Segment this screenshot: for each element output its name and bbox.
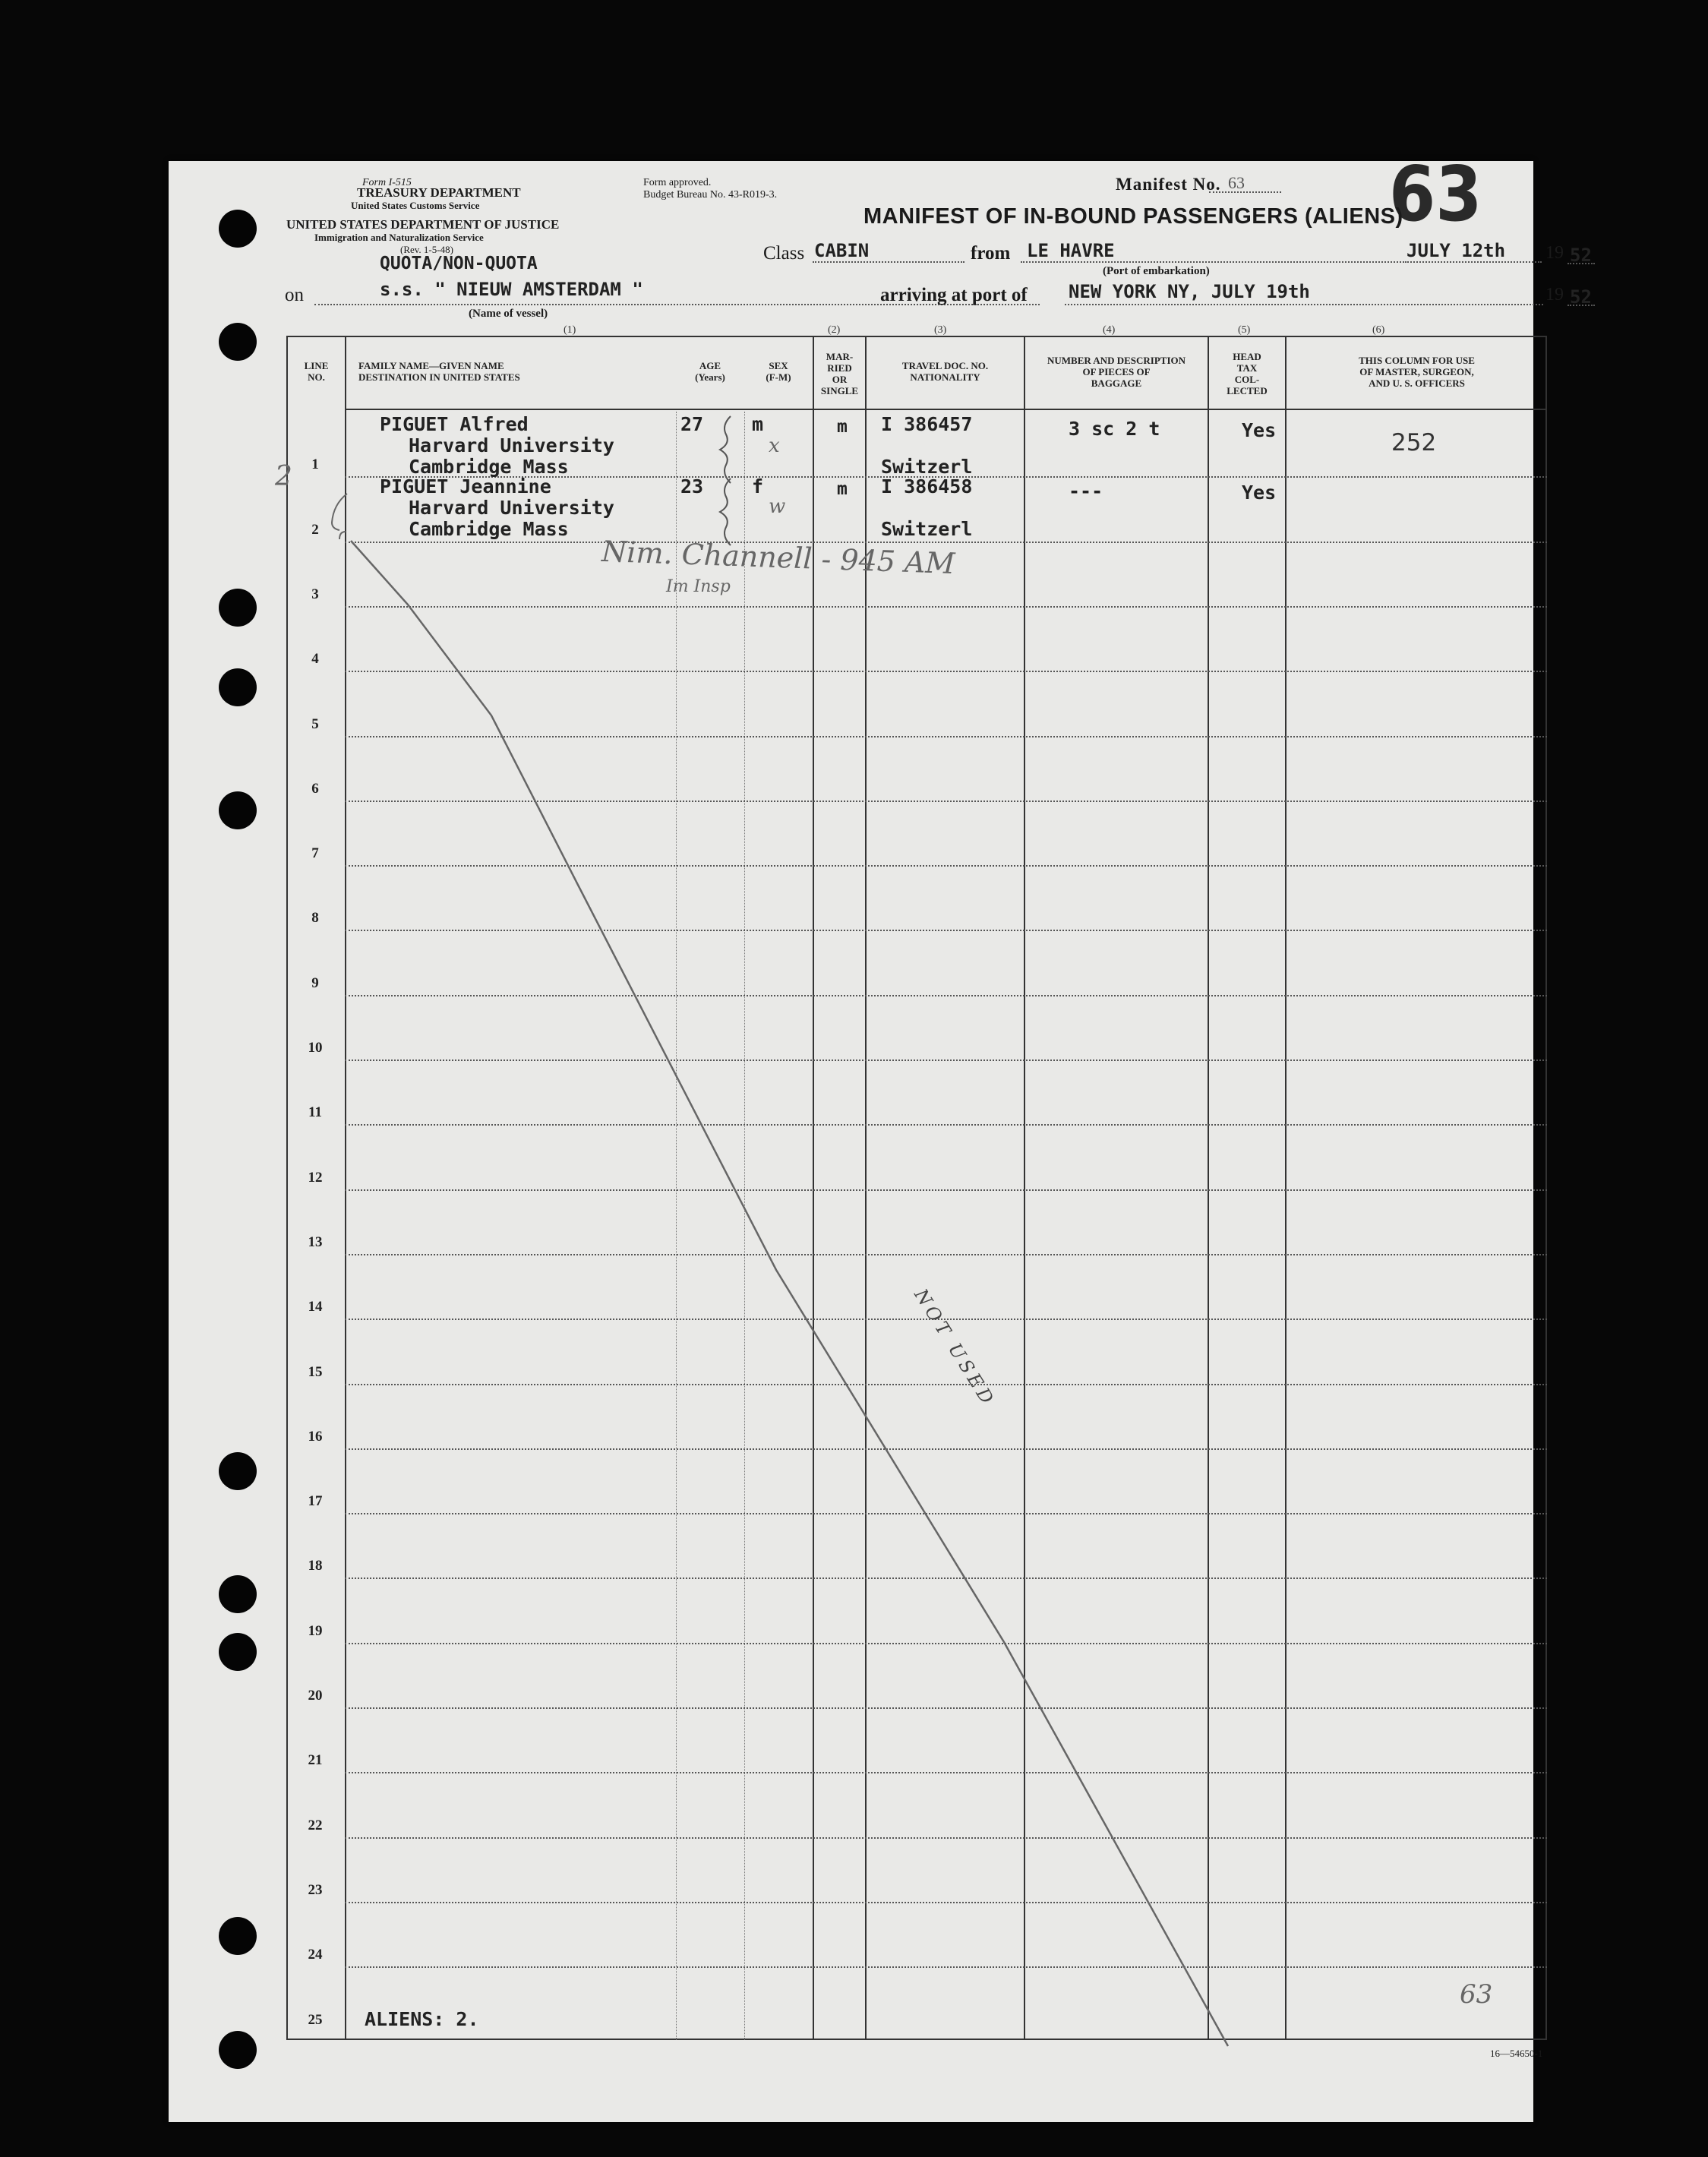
header-sex: SEX (F-M) <box>766 360 791 383</box>
sex-check-mark: w <box>769 495 786 518</box>
class-value: CABIN <box>814 240 870 261</box>
column-number: (2) <box>828 324 841 336</box>
header-travel-doc: TRAVEL DOC. NO. NATIONALITY <box>901 360 989 383</box>
passenger-destination: Cambridge Mass <box>409 456 569 478</box>
line-number: 3 <box>311 586 319 602</box>
line-number: 15 <box>308 1363 323 1380</box>
on-label: on <box>285 285 304 305</box>
passenger-baggage: 3 sc 2 t <box>1069 418 1160 440</box>
header-age: AGE (Years) <box>695 360 725 383</box>
line-number: 1 <box>311 456 319 473</box>
budget-bureau: Budget Bureau No. 43-R019-3. <box>643 189 778 201</box>
arrival-port-date: NEW YORK NY, JULY 19th <box>1069 281 1310 302</box>
line-number: 9 <box>311 974 319 991</box>
header-married: MAR- RIED OR SINGLE <box>820 351 859 396</box>
line-number: 21 <box>308 1752 323 1769</box>
class-label: Class <box>763 243 805 264</box>
passenger-sex: m <box>752 413 764 435</box>
print-code: 16—54650-1 <box>1490 2048 1543 2059</box>
arriving-label: arriving at port of <box>880 285 1028 305</box>
column-number: (6) <box>1372 324 1385 336</box>
sex-check-mark: x <box>769 434 780 457</box>
passenger-name: PIGUET Jeannine <box>380 475 551 497</box>
line-number: 22 <box>308 1817 323 1833</box>
line-number: 23 <box>308 1881 323 1898</box>
line-number: 24 <box>308 1947 323 1963</box>
passenger-travel-doc: I 386457 <box>881 413 973 435</box>
line-number: 12 <box>308 1169 323 1186</box>
from-label: from <box>971 243 1011 264</box>
customs-service: United States Customs Service <box>351 200 480 211</box>
passenger-nationality: Switzerl <box>881 456 973 478</box>
manifest-stamp: 63 <box>1389 150 1482 238</box>
manifest-no-label: Manifest No. <box>1116 175 1221 194</box>
passenger-sex: f <box>752 475 764 497</box>
handwritten-note: Im Insp <box>666 577 731 596</box>
column-number: (5) <box>1238 324 1251 336</box>
line-number: 19 <box>308 1622 323 1639</box>
departure-date: JULY 12th <box>1406 240 1506 261</box>
form-number: Form I-515 <box>362 177 412 188</box>
line-number: 6 <box>311 780 319 797</box>
arrival-century: 19 <box>1545 285 1564 305</box>
line-number: 14 <box>308 1299 323 1315</box>
header-baggage: NUMBER AND DESCRIPTION OF PIECES OF BAGGAGE <box>1047 355 1186 389</box>
arrival-year: 52 <box>1570 286 1592 308</box>
column-number: (3) <box>934 324 947 336</box>
passenger-name: PIGUET Alfred <box>380 413 529 435</box>
header-name: FAMILY NAME—GIVEN NAME DESTINATION IN UNITED STATES <box>358 360 520 383</box>
header-line-no: LINE NO. <box>304 360 329 383</box>
departure-century: 19 <box>1545 243 1564 263</box>
line-number: 16 <box>308 1428 323 1445</box>
passenger-age: 23 <box>680 475 704 497</box>
passenger-destination: Harvard University <box>409 497 614 519</box>
department-of-justice: UNITED STATES DEPARTMENT OF JUSTICE <box>286 217 560 232</box>
manifest-page <box>169 150 1592 2122</box>
passenger-destination: Cambridge Mass <box>409 518 569 540</box>
ins-service: Immigration and Naturalization Service <box>314 232 484 243</box>
passenger-destination: Harvard University <box>409 434 614 456</box>
line-number: 2 <box>311 521 319 538</box>
passenger-head-tax: Yes <box>1242 482 1277 504</box>
revision: (Rev. 1-5-48) <box>400 244 453 255</box>
margin-mark: 2 <box>275 461 292 492</box>
pen-strokes <box>169 161 1533 2122</box>
aliens-count: ALIENS: 2. <box>365 2008 479 2030</box>
line-number: 17 <box>308 1493 323 1510</box>
treasury-department: TREASURY DEPARTMENT <box>357 185 521 200</box>
line-number: 25 <box>308 2011 323 2028</box>
manifest-title: MANIFEST OF IN-BOUND PASSENGERS (ALIENS) <box>863 204 1403 229</box>
header-head-tax: HEAD TAX COL- LECTED <box>1227 351 1268 396</box>
vessel-name: s.s. " NIEUW AMSTERDAM " <box>380 279 643 300</box>
port-of-embarkation: LE HAVRE <box>1027 240 1115 261</box>
departure-year: 52 <box>1570 245 1592 266</box>
passenger-age: 27 <box>680 413 704 435</box>
corner-number: 63 <box>1460 1979 1493 2010</box>
line-number: 8 <box>311 910 319 927</box>
line-number: 5 <box>311 715 319 732</box>
passenger-travel-doc: I 386458 <box>881 475 973 497</box>
not-used-annotation: NOT USED <box>910 1285 1000 1411</box>
column-number: (1) <box>564 324 576 336</box>
line-number: 18 <box>308 1558 323 1574</box>
quota-status: QUOTA/NON-QUOTA <box>380 254 538 273</box>
form-approved: Form approved. <box>643 177 712 188</box>
manifest-no-value: 63 <box>1228 173 1245 192</box>
passenger-head-tax: Yes <box>1242 419 1277 441</box>
passenger-marital: m <box>837 417 848 437</box>
passenger-marital: m <box>837 479 848 499</box>
line-number: 13 <box>308 1233 323 1250</box>
passenger-baggage: --- <box>1069 480 1103 502</box>
line-number: 20 <box>308 1688 323 1704</box>
line-number: 11 <box>308 1104 322 1121</box>
line-number: 10 <box>308 1040 323 1056</box>
line-number: 7 <box>311 845 319 862</box>
line-number: 4 <box>311 651 319 668</box>
header-officers: THIS COLUMN FOR USE OF MASTER, SURGEON, AND U. S. OFFICERS <box>1359 355 1475 389</box>
handwritten-note: Nim. Channell - 945 AM <box>601 534 956 581</box>
officer-entry: 252 <box>1391 429 1437 456</box>
column-number: (4) <box>1103 324 1116 336</box>
passenger-nationality: Switzerl <box>881 518 973 540</box>
vessel-caption: (Name of vessel) <box>469 308 548 320</box>
port-caption: (Port of embarkation) <box>1103 265 1210 277</box>
